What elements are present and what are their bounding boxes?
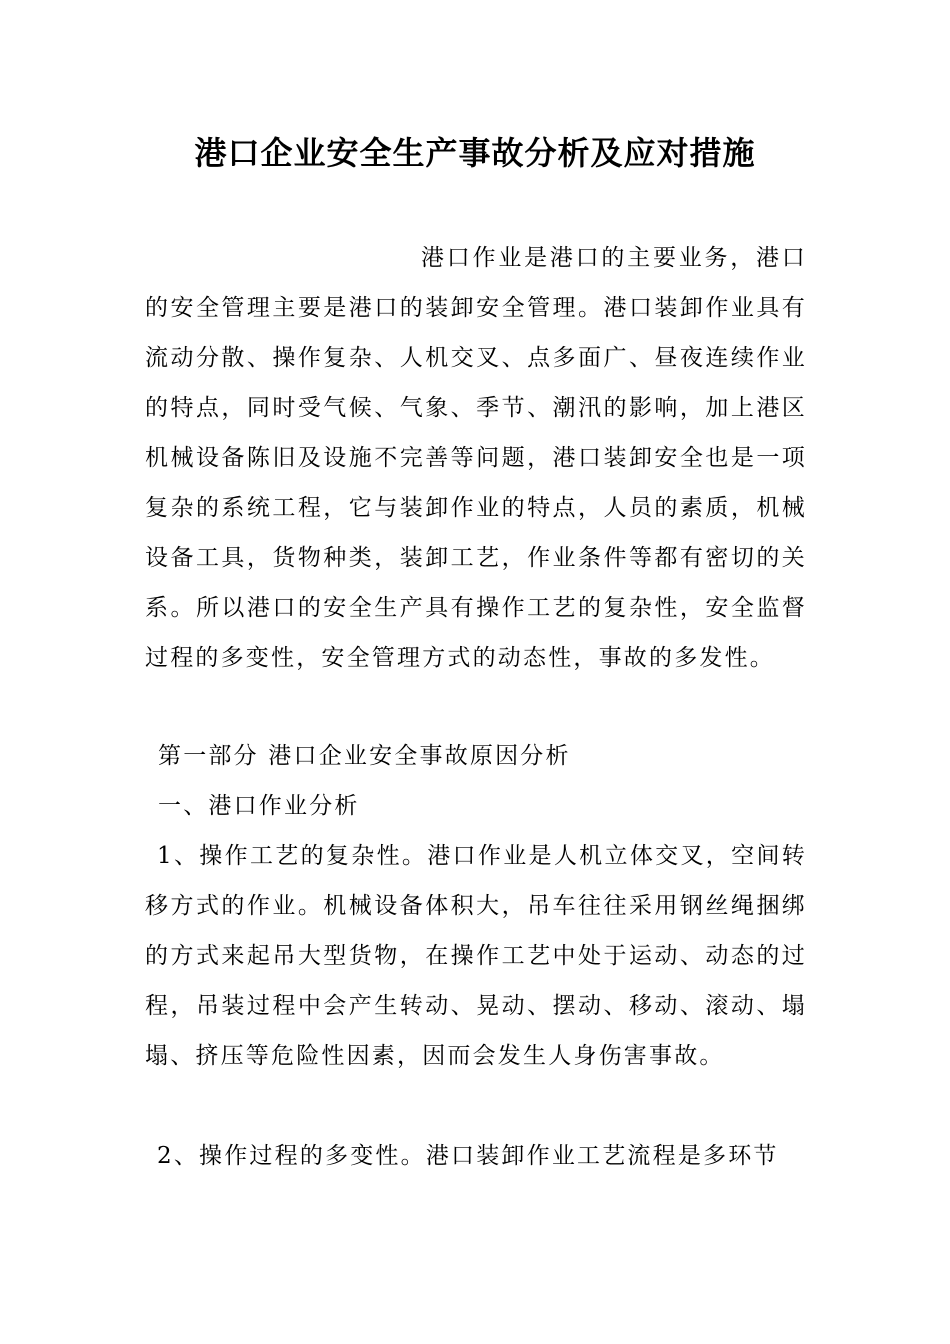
intro-paragraph: 港口作业是港口的主要业务，港口的安全管理主要是港口的装卸安全管理。港口装卸作业具有流动分散、操作复杂、人机交叉、点多面广、昼夜连续作业的特点，同时受气候、气象、季节、潮汛的影响，加上港区机械设备陈旧及设施不完善等问题，港口装卸安全也是一项复杂的系统工程，它与装卸作业的特点，人员的素质，机械设备工具，货物种类，装卸工艺，作业条件等都有密切的关系。所以港口的安全生产具有操作工艺的复杂性，安全监督过程的多变性，安全管理方式的动态性，事故的多发性。 <box>145 245 807 671</box>
part-heading: 第一部分 港口企业安全事故原因分析 <box>158 743 571 769</box>
section-heading: 一、港口作业分析 <box>158 793 360 819</box>
paragraph-2: 2、操作过程的多变性。港口装卸作业工艺流程是多环节 <box>157 1143 779 1169</box>
document-title: 港口企业安全生产事故分析及应对措施 <box>194 134 756 172</box>
paragraph-1: 1、操作工艺的复杂性。港口作业是人机立体交叉，空间转移方式的作业。机械设备体积大，吊车往往采用钢丝绳捆绑的方式来起吊大型货物，在操作工艺中处于运动、动态的过程，吊装过程中会产生转动、晃动、摆动、移动、滚动、塌塌、挤压等危险性因素，因而会发生人身伤害事故。 <box>145 843 807 1069</box>
